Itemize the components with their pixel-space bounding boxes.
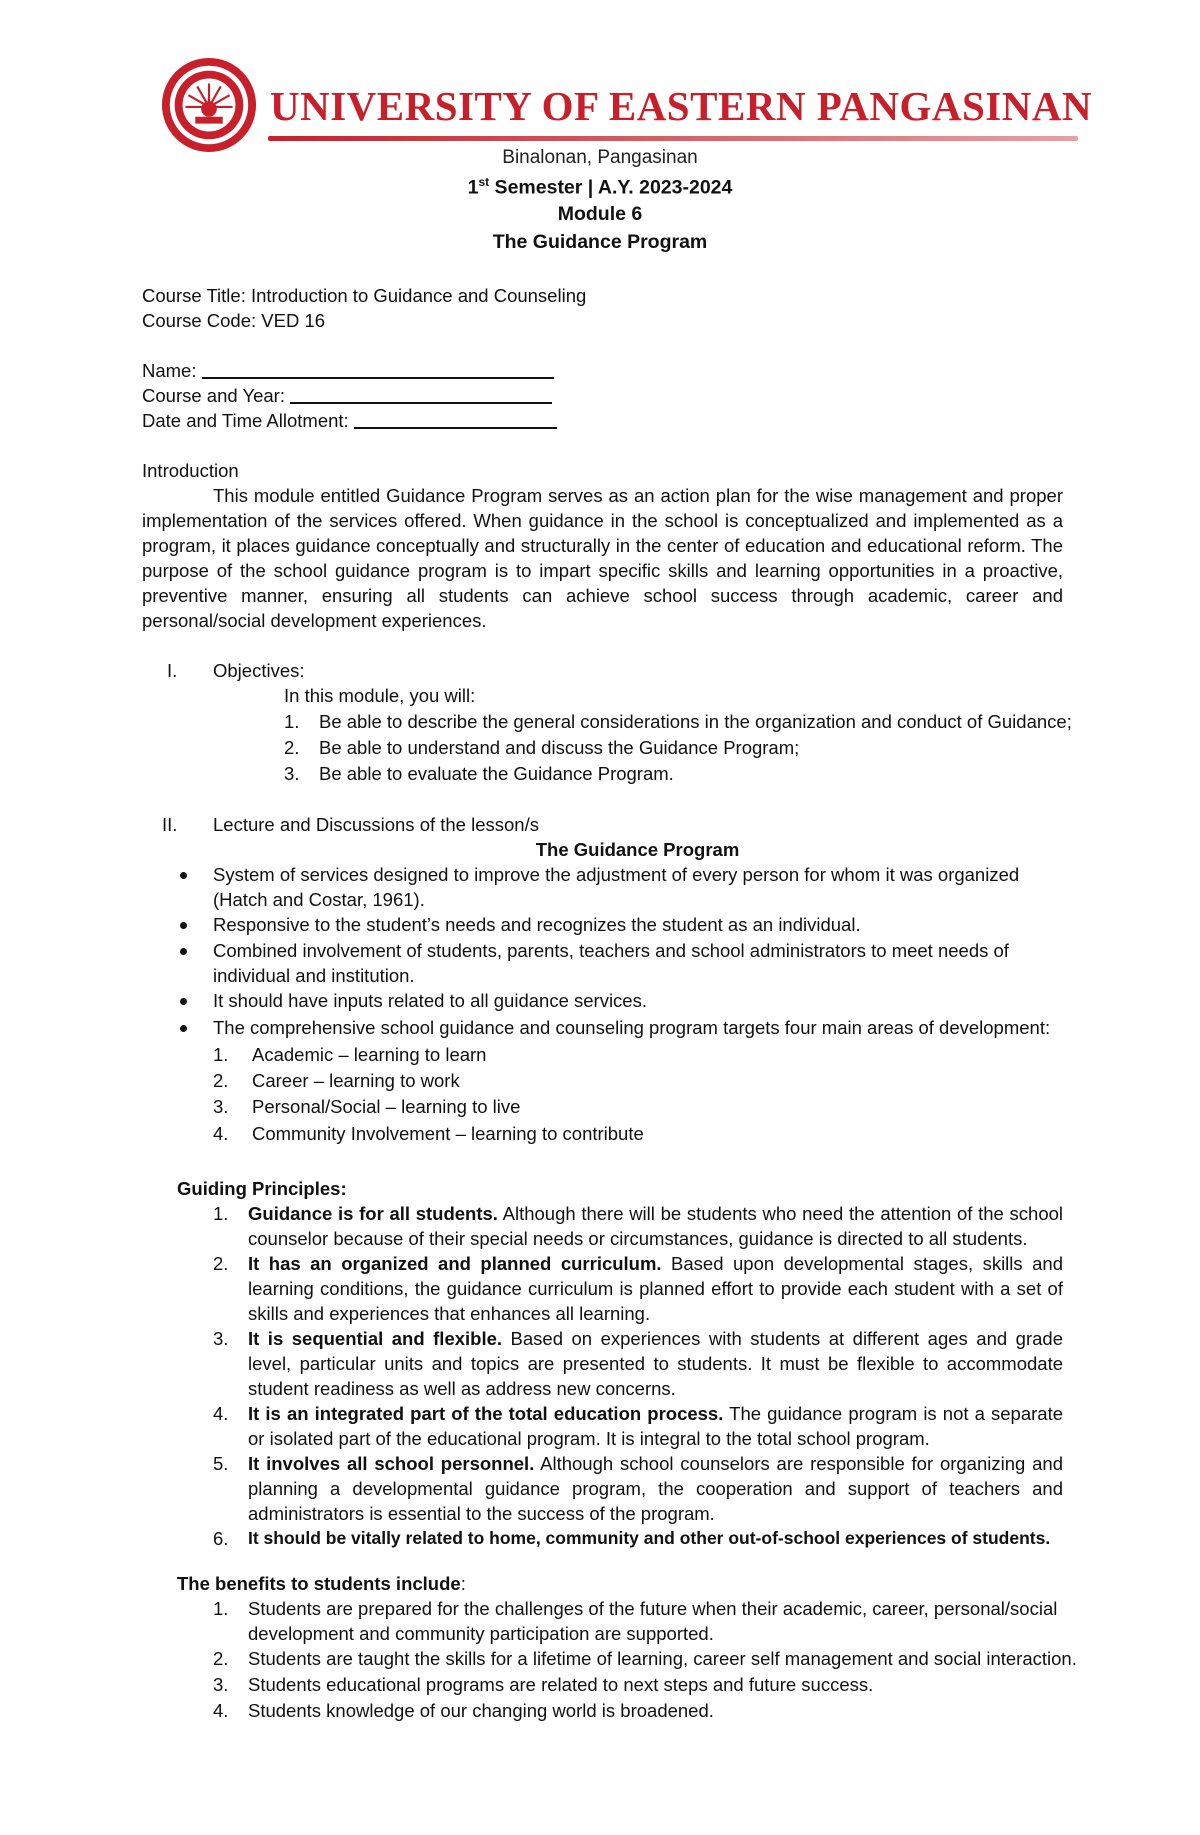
list-item-number: 2. — [213, 1070, 229, 1091]
course-title: Course Title: Introduction to Guidance and Counseling — [142, 285, 587, 306]
list-item: It is sequential and flexible. Based on experiences with students at different ages and grade level, particular units and topics are presented to students. It must be flexible to accommodate student readiness as well as address new concerns. — [248, 1328, 1063, 1399]
list-item: Career – learning to work — [252, 1070, 460, 1091]
objectives-lead: In this module, you will: — [284, 685, 476, 706]
list-item: Students knowledge of our changing world is broadened. — [248, 1700, 714, 1721]
list-item-number: 2. — [213, 1253, 229, 1274]
lecture-subheading: The Guidance Program — [535, 839, 740, 860]
bullet-icon — [180, 948, 187, 955]
guiding-principles-heading: Guiding Principles: — [177, 1178, 347, 1199]
introduction-heading: Introduction — [142, 460, 239, 481]
list-item: Be able to understand and discuss the Guidance Program; — [319, 737, 800, 758]
course-year-label: Course and Year: — [142, 385, 285, 406]
lecture-numeral: II. — [162, 814, 178, 835]
university-name: UNIVERSITY OF EASTERN PANGASINAN — [270, 83, 1093, 129]
course-year-field — [142, 383, 552, 408]
list-item-number: 1. — [284, 711, 300, 732]
list-item: It is an integrated part of the total education process. The guidance program is not a separate or isolated part of the educational program. It is integral to the total school program. — [248, 1403, 1063, 1449]
list-item-number: 1. — [213, 1598, 229, 1619]
list-item: Guidance is for all students. Although there will be students who need the attention of the school counselor because of their special needs or circumstances, guidance is directed to all students. — [248, 1203, 1064, 1249]
list-item-number: 3. — [213, 1096, 229, 1117]
benefits-heading: The benefits to students include: — [177, 1573, 466, 1594]
list-item-number: 4. — [213, 1403, 229, 1424]
module-title: The Guidance Program — [492, 231, 708, 253]
university-location: Binalonan, Pangasinan — [502, 147, 698, 168]
module-number: Module 6 — [557, 203, 643, 225]
bullet-icon — [180, 922, 187, 929]
list-item: It involves all school personnel. Although school counselors are responsible for organizing and planning a developmental guidance program, the cooperation and support of teachers and administrators is essential to the success of the program. — [248, 1453, 1063, 1524]
objectives-heading: Objectives: — [213, 660, 305, 681]
list-item: Be able to evaluate the Guidance Program. — [319, 763, 674, 784]
list-item-number: 3. — [213, 1674, 229, 1695]
list-item: It has an organized and planned curriculum. Based upon developmental stages, skills and learning conditions, the guidance curriculum is planned effort to provide each student with a set of skills and experiences that enhances all learning. — [248, 1253, 1063, 1324]
bullet-icon — [180, 998, 187, 1005]
university-header — [0, 52, 1200, 162]
list-item-number: 2. — [284, 737, 300, 758]
university-seal-icon — [160, 56, 258, 154]
list-item: The comprehensive school guidance and counseling program targets four main areas of development: — [213, 1017, 1051, 1038]
course-year-blank[interactable] — [290, 384, 552, 404]
date-time-blank[interactable] — [354, 409, 557, 429]
list-item: Students are taught the skills for a lifetime of learning, career self management and social interaction. — [248, 1648, 1077, 1669]
semester-line: 1st Semester | A.Y. 2023-2024 — [467, 175, 733, 199]
date-time-field — [142, 408, 557, 433]
list-item-number: 4. — [213, 1123, 229, 1144]
list-item: Community Involvement – learning to contribute — [252, 1123, 644, 1144]
list-item: Be able to describe the general considerations in the organization and conduct of Guidance; — [319, 711, 1072, 732]
list-item: It should have inputs related to all guidance services. — [213, 990, 647, 1011]
list-item-number: 1. — [213, 1203, 229, 1224]
name-blank[interactable] — [202, 359, 554, 379]
objectives-numeral: I. — [167, 660, 178, 681]
list-item: Combined involvement of students, parents, teachers and school administrators to meet needs of individual and institution. — [213, 940, 1009, 986]
name-label: Name: — [142, 360, 197, 381]
list-item-number: 2. — [213, 1648, 229, 1669]
date-time-label: Date and Time Allotment: — [142, 410, 349, 431]
header-rule — [268, 136, 1078, 141]
list-item: Responsive to the student’s needs and recognizes the student as an individual. — [213, 914, 861, 935]
lecture-heading: Lecture and Discussions of the lesson/s — [213, 814, 539, 835]
list-item: It should be vitally related to home, community and other out-of-school experiences of students. — [248, 1528, 1051, 1548]
introduction-body: This module entitled Guidance Program serves as an action plan for the wise management and proper implementation of the services offered. When guidance in the school is conceptualized and implemented as a program, it places guidance conceptually and structurally in the center of education and educational reform. The purpose of the school guidance program is to impart specific skills and learning opportunities in a proactive, preventive manner, ensuring all students can achieve school success through academic, career and personal/social development experiences. — [142, 485, 1063, 631]
list-item: Students are prepared for the challenges of the future when their academic, career, personal/social development and community participation are supported. — [248, 1598, 1058, 1644]
list-item: System of services designed to improve the adjustment of every person for whom it was organized (Hatch and Costar, 1961). — [213, 864, 1020, 910]
bullet-icon — [180, 1025, 187, 1032]
list-item-number: 1. — [213, 1044, 229, 1065]
list-item-number: 3. — [213, 1328, 229, 1349]
bullet-icon — [180, 872, 187, 879]
list-item: Personal/Social – learning to live — [252, 1096, 521, 1117]
course-code: Course Code: VED 16 — [142, 310, 326, 331]
name-field — [142, 358, 554, 383]
list-item-number: 5. — [213, 1453, 229, 1474]
list-item-number: 6. — [213, 1528, 229, 1549]
list-item-number: 3. — [284, 763, 300, 784]
list-item: Students educational programs are related to next steps and future success. — [248, 1674, 874, 1695]
list-item-number: 4. — [213, 1700, 229, 1721]
list-item: Academic – learning to learn — [252, 1044, 487, 1065]
